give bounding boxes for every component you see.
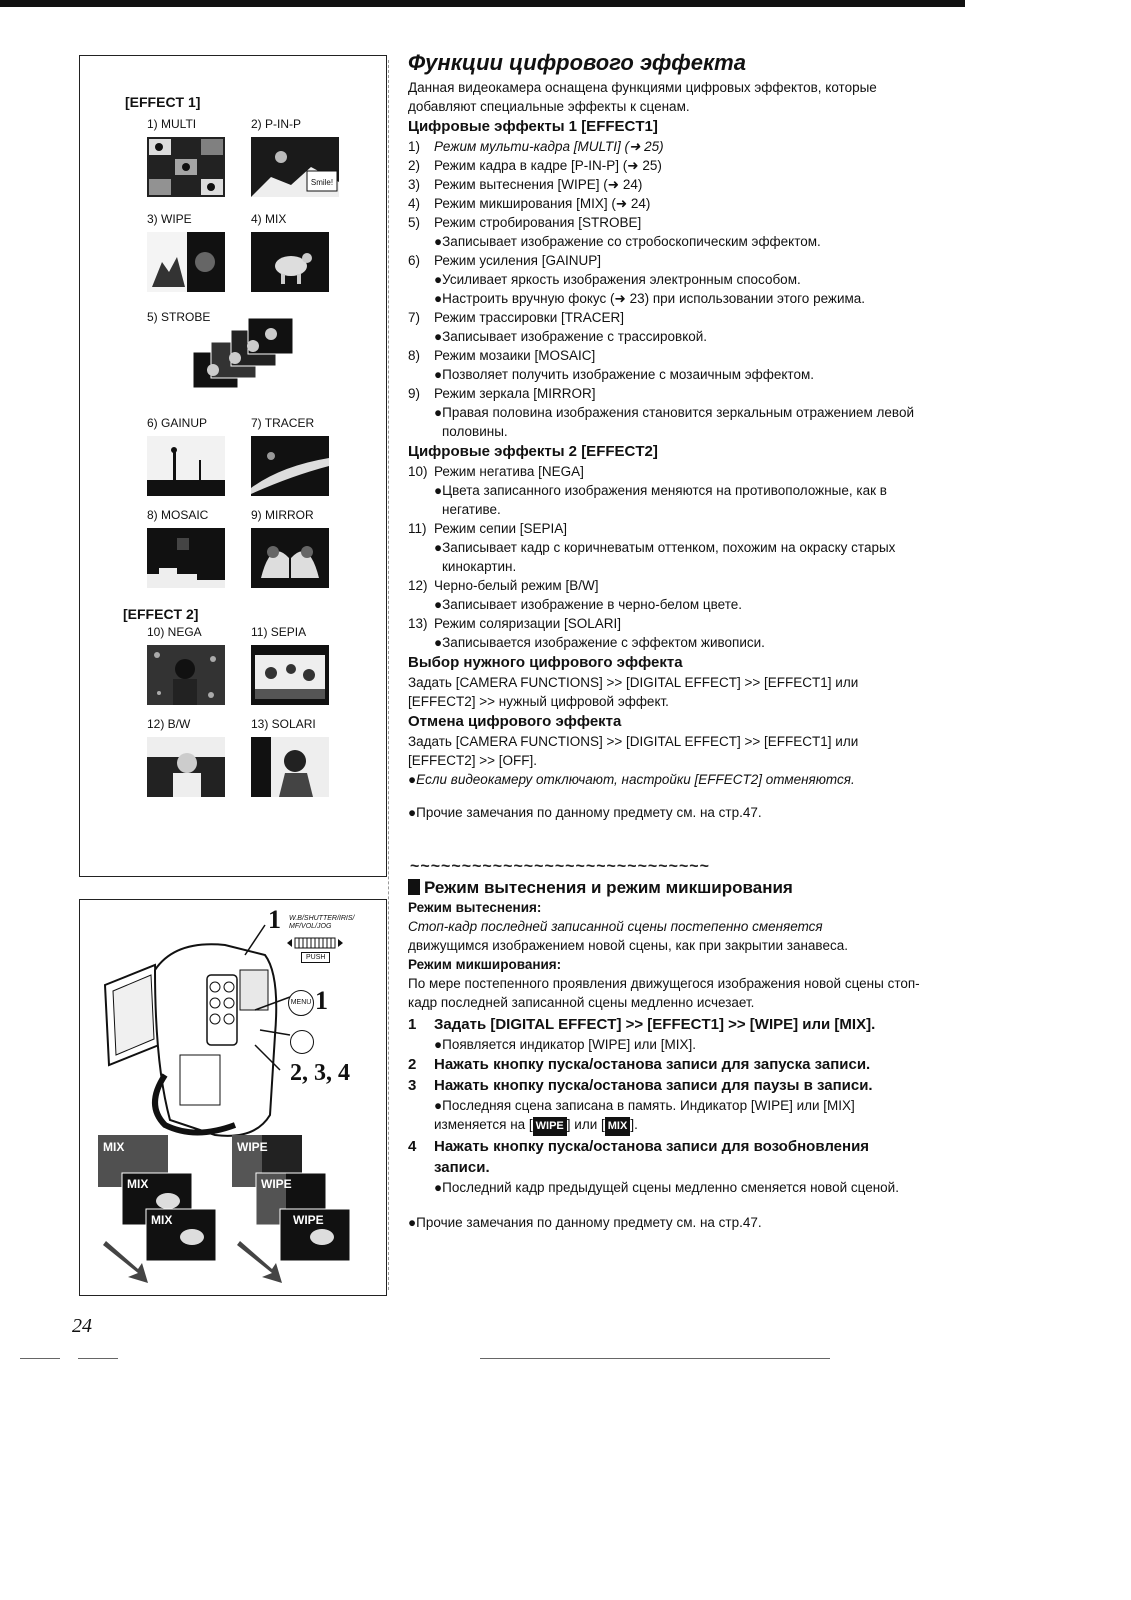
effect2-item-bullet-text: Записывает изображение в черно-белом цвете. bbox=[442, 597, 743, 612]
step-1-text: Задать [DIGITAL EFFECT] >> [EFFECT1] >> [WIPE] или [MIX]. bbox=[434, 1016, 876, 1033]
effect2-item-bullet bbox=[408, 538, 928, 576]
bullet-icon: ● bbox=[434, 329, 443, 344]
effect1-item-text: Режим усиления [GAINUP] bbox=[434, 253, 601, 268]
effect1-item-number: 9) bbox=[408, 386, 421, 401]
menu-button-label: MENU bbox=[290, 999, 312, 1006]
thumb-strobe bbox=[193, 318, 293, 398]
callout-menu-number: 1 bbox=[315, 986, 328, 1015]
thumb-label-pinp: 2) P-IN-P bbox=[251, 117, 302, 131]
effect1-item bbox=[408, 213, 928, 232]
intro-paragraph: Данная видеокамера оснащена функциями цифровых эффектов, которые добавляют специальные эффекты к сценам. bbox=[408, 80, 877, 114]
bullet-icon: ● bbox=[434, 234, 443, 249]
camera-illustration bbox=[95, 915, 375, 1145]
page-title: Функции цифрового эффекта bbox=[408, 50, 746, 75]
effect1-item bbox=[408, 384, 928, 403]
thumb-mix bbox=[251, 232, 329, 292]
page-number: 24 bbox=[72, 1315, 92, 1337]
bullet-icon: ● bbox=[434, 635, 443, 650]
wipe-indicator-badge: WIPE bbox=[533, 1117, 567, 1136]
thumb-pinp bbox=[251, 137, 339, 197]
effect1-item-bullet bbox=[408, 403, 928, 441]
effect1-item-number: 2) bbox=[408, 158, 421, 173]
effect1-item-number: 3) bbox=[408, 177, 421, 192]
wipe-label-2: WIPE bbox=[261, 1177, 292, 1191]
effect1-item-number: 1) bbox=[408, 139, 421, 154]
effect1-item-bullet-text: Записывает изображение со стробоскопическим эффектом. bbox=[442, 234, 821, 249]
effect2-item-text: Черно-белый режим [B/W] bbox=[434, 578, 599, 593]
effect2-section-heading: Цифровые эффекты 2 [EFFECT2] bbox=[408, 443, 658, 460]
effect2-item-bullet-text: Записывает кадр с коричневатым оттенком, похожим на окраску старых кинокартин. bbox=[442, 540, 896, 574]
step-2-number: 2 bbox=[408, 1056, 417, 1073]
step-3-note-pre: ●Последняя сцена записана в память. Индикатор [WIPE] или [MIX] изменяется на [ bbox=[434, 1098, 855, 1132]
select-effect-heading: Выбор нужного цифрового эффекта bbox=[408, 654, 683, 671]
effect2-item-text: Режим сепии [SEPIA] bbox=[434, 521, 568, 536]
thumb-label-mix: 4) MIX bbox=[251, 212, 287, 226]
effect2-item-number: 11) bbox=[408, 521, 427, 536]
effect1-heading: [EFFECT 1] bbox=[125, 94, 201, 110]
mix-indicator-badge: MIX bbox=[605, 1117, 631, 1136]
effect1-item-bullet-text: Правая половина изображения становится зеркальным отражением левой половины. bbox=[442, 405, 914, 439]
effect1-item bbox=[408, 137, 928, 156]
pinp-inset-text: Smile! bbox=[310, 178, 334, 187]
reference-note-2: ●Прочие замечания по данному предмету см. на стр.47. bbox=[408, 1215, 762, 1230]
effect2-item-text: Режим соляризации [SOLARI] bbox=[434, 616, 622, 631]
effect1-item-number: 5) bbox=[408, 215, 421, 230]
effect2-item bbox=[408, 576, 928, 595]
thumb-label-multi: 1) MULTI bbox=[147, 117, 197, 131]
effect1-item-bullet bbox=[408, 232, 928, 251]
effect1-item-text: Режим мульти-кадра [MULTI] (➜ 25) bbox=[434, 139, 664, 154]
step-3-text: Нажать кнопку пуска/останова записи для паузы в записи. bbox=[434, 1077, 873, 1094]
thumb-sepia bbox=[251, 645, 329, 705]
effect2-item bbox=[408, 462, 928, 481]
thumb-label-solari: 13) SOLARI bbox=[251, 717, 316, 731]
cancel-effect-note: ●Если видеокамеру отключают, настройки [EFFECT2] отменяются. bbox=[408, 772, 855, 787]
mix-label-2: MIX bbox=[127, 1177, 149, 1191]
thumb-solari bbox=[251, 737, 329, 797]
wipe-mix-section bbox=[408, 877, 928, 1232]
cancel-effect-text: Задать [CAMERA FUNCTIONS] >> [DIGITAL EFFECT] >> [EFFECT1] или [EFFECT2] >> [OFF]. bbox=[408, 734, 859, 768]
step-4 bbox=[408, 1136, 928, 1178]
step-4-note: ●Последний кадр предыдущей сцены медленно сменяется новой сценой. bbox=[434, 1180, 899, 1195]
step-4-text: Нажать кнопку пуска/останова записи для возобновления записи. bbox=[434, 1138, 870, 1176]
effect2-item bbox=[408, 614, 928, 633]
jog-dial-icon bbox=[287, 936, 343, 948]
effects-thumbnail-panel bbox=[79, 55, 387, 877]
effect2-item-bullet bbox=[408, 633, 928, 652]
step-2-text: Нажать кнопку пуска/останова записи для запуска записи. bbox=[434, 1056, 871, 1073]
bullet-icon: ● bbox=[434, 367, 443, 382]
effect1-item-bullet bbox=[408, 365, 928, 384]
thumb-tracer bbox=[251, 436, 329, 496]
effect2-heading: [EFFECT 2] bbox=[123, 606, 199, 622]
thumb-label-tracer: 7) TRACER bbox=[251, 416, 315, 430]
thumb-mirror bbox=[251, 528, 329, 588]
effect2-item-bullet bbox=[408, 481, 928, 519]
effect1-item-bullet bbox=[408, 327, 928, 346]
thumb-wipe bbox=[147, 232, 225, 292]
effect1-item-bullet-text: Записывает изображение с трассировкой. bbox=[442, 329, 708, 344]
menu-button-icon bbox=[288, 990, 314, 1016]
effect1-item-bullet-text: Усиливает яркость изображения электронным способом. bbox=[442, 272, 801, 287]
select-effect-text: Задать [CAMERA FUNCTIONS] >> [DIGITAL EFFECT] >> [EFFECT1] или [EFFECT2] >> нужный цифровой эффект. bbox=[408, 675, 859, 709]
step-3-note bbox=[408, 1096, 928, 1136]
thumb-multi bbox=[147, 137, 225, 197]
thumb-label-wipe: 3) WIPE bbox=[147, 212, 192, 226]
mix-subheading: Режим микширования: bbox=[408, 957, 562, 972]
effect1-item-bullet-text: Позволяет получить изображение с мозаичным эффектом. bbox=[442, 367, 814, 382]
effect1-item-text: Режим вытеснения [WIPE] (➜ 24) bbox=[434, 177, 643, 192]
effect1-item bbox=[408, 194, 928, 213]
thumb-label-mirror: 9) MIRROR bbox=[251, 508, 314, 522]
effect1-item-text: Режим микширования [MIX] (➜ 24) bbox=[434, 196, 651, 211]
wipe-text: движущимся изображением новой сцены, как при закрытии занавеса. bbox=[408, 938, 848, 953]
effect1-item-number: 8) bbox=[408, 348, 421, 363]
effect1-item bbox=[408, 156, 928, 175]
step-2 bbox=[408, 1054, 928, 1075]
effect1-item-text: Режим кадра в кадре [P-IN-P] (➜ 25) bbox=[434, 158, 662, 173]
mix-sequence-illustration bbox=[98, 1135, 228, 1285]
callout-steps-numbers: 2, 3, 4 bbox=[290, 1060, 350, 1086]
effect1-item-number: 4) bbox=[408, 196, 421, 211]
thumb-label-gainup: 6) GAINUP bbox=[147, 416, 208, 430]
effect1-item bbox=[408, 251, 928, 270]
step-3-number: 3 bbox=[408, 1077, 417, 1094]
bullet-icon: ● bbox=[434, 540, 443, 555]
bullet-icon: ● bbox=[434, 405, 443, 420]
effect1-item-text: Режим стробирования [STROBE] bbox=[434, 215, 642, 230]
rec-button-icon bbox=[290, 1030, 314, 1054]
bullet-icon: ● bbox=[434, 597, 443, 612]
wipe-subheading: Режим вытеснения: bbox=[408, 900, 542, 915]
effect2-list bbox=[408, 462, 928, 652]
effect1-item bbox=[408, 346, 928, 365]
step-1 bbox=[408, 1014, 928, 1035]
effect2-item-bullet-text: Записывается изображение с эффектом живописи. bbox=[442, 635, 765, 650]
wave-divider: ~~~~~~~~~~~~~~~~~~~~~~~~~~~~~ bbox=[410, 858, 710, 875]
section-marker-icon bbox=[408, 879, 420, 895]
wipe-sequence-illustration bbox=[232, 1135, 372, 1285]
thumb-label-mosaic: 8) MOSAIC bbox=[147, 508, 209, 522]
thumb-label-strobe: 5) STROBE bbox=[147, 310, 211, 324]
effect1-item-bullet bbox=[408, 289, 928, 308]
wipe-label-1: WIPE bbox=[237, 1140, 268, 1154]
main-text-column bbox=[408, 50, 928, 822]
effect1-list bbox=[408, 137, 928, 441]
effect1-item-number: 7) bbox=[408, 310, 421, 325]
bullet-icon: ● bbox=[434, 483, 443, 498]
cancel-effect-heading: Отмена цифрового эффекта bbox=[408, 713, 622, 730]
effect1-item-text: Режим трассировки [TRACER] bbox=[434, 310, 625, 325]
effect2-item-number: 12) bbox=[408, 578, 428, 593]
footer-rule-right bbox=[480, 1358, 830, 1359]
dial-label: W.B/SHUTTER/IRIS/ MF/VOL/JOG bbox=[289, 915, 355, 930]
effect2-item-bullet-text: Цвета записанного изображения меняются на противоположные, как в негативе. bbox=[442, 483, 887, 517]
effect1-item-bullet bbox=[408, 270, 928, 289]
reference-note-1: ●Прочие замечания по данному предмету см. на стр.47. bbox=[408, 805, 762, 820]
step-4-number: 4 bbox=[408, 1138, 417, 1155]
effect1-section-heading: Цифровые эффекты 1 [EFFECT1] bbox=[408, 118, 658, 135]
thumb-bw bbox=[147, 737, 225, 797]
effect2-item-number: 10) bbox=[408, 464, 428, 479]
thumb-label-sepia: 11) SEPIA bbox=[251, 625, 307, 639]
bullet-icon: ● bbox=[434, 272, 443, 287]
effect1-item-bullet-text: Настроить вручную фокус (➜ 23) при использовании этого режима. bbox=[442, 291, 866, 306]
effect2-item-text: Режим негатива [NEGA] bbox=[434, 464, 584, 479]
step-3-note-mid: ] или [ bbox=[566, 1117, 605, 1132]
thumb-label-nega: 10) NEGA bbox=[147, 625, 202, 639]
thumb-gainup bbox=[147, 436, 225, 496]
mix-label-1: MIX bbox=[103, 1140, 125, 1154]
mix-label-3: MIX bbox=[151, 1213, 173, 1227]
effect2-item-bullet bbox=[408, 595, 928, 614]
thumb-mosaic bbox=[147, 528, 225, 588]
effect2-item-number: 13) bbox=[408, 616, 428, 631]
wipe-mix-heading-text: Режим вытеснения и режим микширования bbox=[424, 878, 793, 897]
effect1-item-number: 6) bbox=[408, 253, 421, 268]
mix-text: По мере постепенного проявления движущегося изображения новой сцены стоп-кадр последней записанной сцены медленно исчезает. bbox=[408, 976, 920, 1010]
step-1-note: ●Появляется индикатор [WIPE] или [MIX]. bbox=[434, 1037, 696, 1052]
effect2-item bbox=[408, 519, 928, 538]
step-3 bbox=[408, 1075, 928, 1096]
column-separator bbox=[388, 60, 389, 1290]
thumb-nega bbox=[147, 645, 225, 705]
step-1-number: 1 bbox=[408, 1016, 417, 1033]
step-3-note-post: ]. bbox=[630, 1117, 638, 1132]
top-border-bar bbox=[0, 0, 965, 7]
effect1-item bbox=[408, 175, 928, 194]
footer-rule-left bbox=[20, 1358, 60, 1359]
push-button-label: PUSH bbox=[301, 952, 330, 963]
wipe-text-italic: Стоп-кадр последней записанной сцены постепенно сменяется bbox=[408, 919, 823, 934]
wipe-label-3: WIPE bbox=[293, 1213, 324, 1227]
callout-dial-number: 1 bbox=[268, 905, 281, 934]
bullet-icon: ● bbox=[434, 291, 443, 306]
footer-rule-left-2 bbox=[78, 1358, 118, 1359]
wipe-mix-heading bbox=[408, 877, 928, 898]
effect1-item bbox=[408, 308, 928, 327]
effect1-item-text: Режим зеркала [MIRROR] bbox=[434, 386, 596, 401]
effect1-item-text: Режим мозаики [MOSAIC] bbox=[434, 348, 596, 363]
thumb-label-bw: 12) B/W bbox=[147, 717, 191, 731]
